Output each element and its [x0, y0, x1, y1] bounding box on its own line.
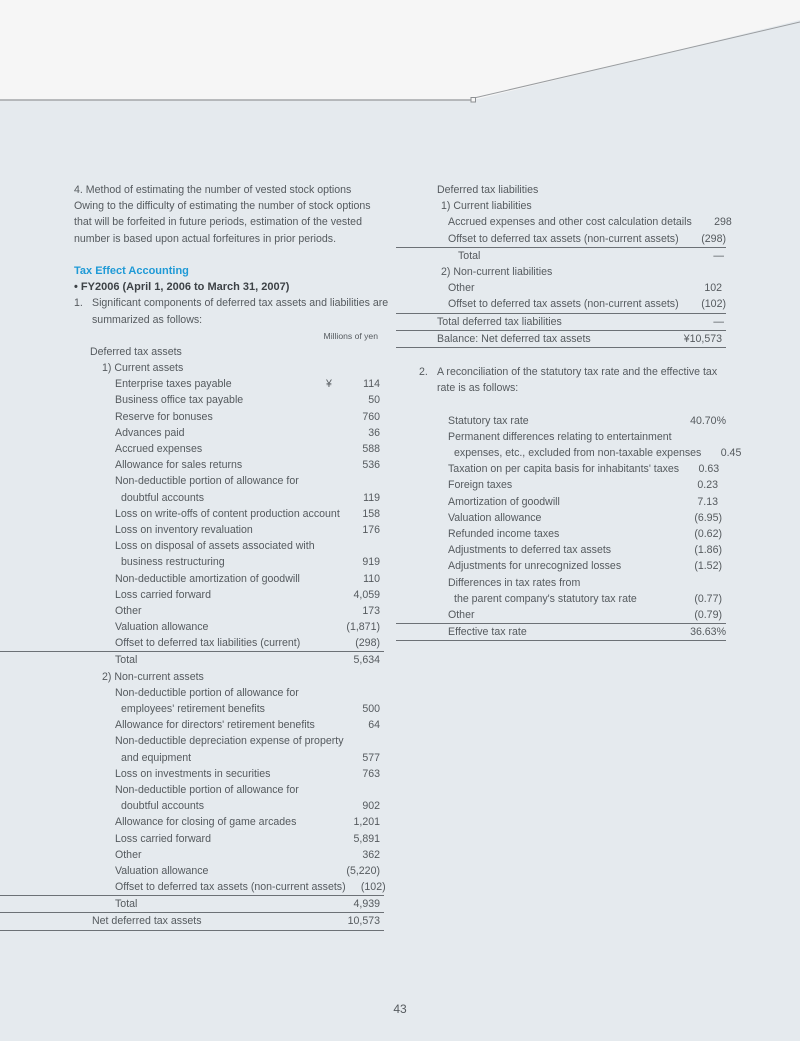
total-deferred-liabilities-row: Total deferred tax liabilities — [396, 314, 726, 331]
balance-net-deferred-row: Balance: Net deferred tax assets ¥10,573 [396, 331, 726, 348]
table-row: Valuation allowance (6.95) [448, 511, 722, 524]
note-4-title: 4. Method of estimating the number of vested stock options [74, 184, 352, 196]
section-heading: Tax Effect Accounting [74, 264, 189, 277]
table-row: Loss carried forward 4,059 [115, 588, 380, 601]
item-text: Significant components of deferred tax assets and liabilities are [92, 297, 389, 310]
table-row: Other 102 [448, 282, 722, 295]
table-row: Accrued expenses 588 [115, 443, 380, 455]
table-row: Amortization of goodwill 7.13 [448, 495, 718, 508]
yen-symbol: ¥ [326, 378, 332, 391]
table-row: Non-deductible portion of allowance for [115, 783, 299, 796]
note-4-block [74, 182, 380, 247]
item-1-intro-cont: summarized as follows: [92, 313, 203, 326]
table-row: Non-deductible depreciation expense of property [115, 735, 344, 748]
item-number: 2. [419, 366, 428, 379]
table-row: Loss on investments in securities 763 [115, 767, 380, 780]
table-row: Refunded income taxes (0.62) [448, 527, 722, 540]
table-row: Accrued expenses and other cost calculation details 298 [448, 216, 732, 229]
table-row: Allowance for closing of game arcades 1,201 [115, 816, 380, 829]
noncurrent-assets-total-row: Total 4,939 [0, 896, 384, 913]
effective-tax-rate-row: Effective tax rate 36.63% [396, 624, 726, 641]
table-row: Offset to deferred tax liabilities (current) (298) [0, 635, 384, 652]
table-row: Reserve for bonuses 760 [115, 410, 380, 423]
note-4-text: that will be forfeited in future periods, estimation of the vested [74, 216, 362, 229]
table-row: Other (0.79) [396, 607, 726, 624]
right-column [396, 182, 742, 641]
table-row: and equipment 577 [121, 751, 380, 764]
reconciliation-table [396, 413, 742, 642]
table-row: the parent company's statutory tax rate (0.77) [454, 592, 722, 605]
table-row: Statutory tax rate 40.70% [448, 414, 726, 427]
item-1-intro [74, 295, 389, 311]
note-4-text: number is based upon actual forfeitures in prior periods. [74, 232, 337, 245]
table-row: expenses, etc., excluded from non-taxable expenses 0.45 [454, 447, 742, 459]
item-number: 1. [74, 297, 83, 310]
table-row: Foreign taxes 0.23 [448, 479, 718, 492]
table-row: Adjustments for unrecognized losses (1.52) [448, 560, 722, 573]
deferred-liabilities-title: Deferred tax liabilities [437, 184, 539, 196]
noncurrent-assets-title: 2) Non-current assets [102, 670, 204, 683]
noncurrent-liabilities-title: 2) Non-current liabilities [441, 265, 553, 278]
table-row: Non-deductible portion of allowance for [115, 686, 299, 699]
table-row: Non-deductible portion of allowance for [115, 475, 299, 488]
table-row: doubtful accounts 119 [121, 491, 380, 504]
table-row: Loss on disposal of assets associated with [115, 540, 315, 553]
note-4-text: Owing to the difficulty of estimating the number of stock options [74, 200, 371, 213]
table-row: Enterprise taxes payable ¥ 114 [74, 376, 380, 392]
table-row: Differences in tax rates from [448, 576, 581, 589]
net-deferred-tax-assets-row: Net deferred tax assets 10,573 [0, 913, 384, 930]
table-row: Offset to deferred tax assets (non-current assets) (102) [396, 296, 726, 313]
table-row: business restructuring 919 [121, 556, 380, 569]
current-assets-table [74, 376, 380, 668]
current-liabilities-total-row: Total — [458, 249, 724, 262]
table-row: Loss on inventory revaluation 176 [115, 523, 380, 536]
table-row: Loss on write-offs of content production account 158 [115, 507, 380, 520]
table-row: Offset to deferred tax assets (non-current assets) (298) [396, 231, 726, 248]
table-row: Allowance for sales returns 536 [115, 459, 380, 472]
table-row: Other 362 [115, 848, 380, 861]
deferred-assets-title: Deferred tax assets [90, 345, 182, 358]
unit-label: Millions of yen [323, 330, 378, 341]
noncurrent-assets-table [74, 685, 386, 931]
current-liabilities-title: 1) Current liabilities [441, 200, 532, 213]
table-row: Offset to deferred tax assets (non-current assets) (102) [0, 879, 384, 896]
item-2-intro [396, 364, 726, 380]
table-row: employees' retirement benefits 500 [121, 703, 380, 715]
current-assets-title: 1) Current assets [102, 362, 184, 375]
page-number: 43 [393, 1002, 407, 1016]
table-row: Valuation allowance (5,220) [115, 864, 380, 877]
table-row: Taxation on per capita basis for inhabitants' taxes 0.63 [448, 463, 720, 476]
left-column [74, 182, 389, 931]
header-rule-decoration [0, 0, 800, 110]
table-row: Adjustments to deferred tax assets (1.86) [448, 544, 722, 557]
table-row: Business office tax payable 50 [115, 394, 380, 407]
table-row: Valuation allowance (1,871) [115, 621, 380, 634]
table-row: Allowance for directors' retirement benefits 64 [115, 719, 380, 732]
table-row: Loss carried forward 5,891 [115, 832, 380, 845]
table-row: Advances paid 36 [115, 426, 380, 439]
item-text: A reconciliation of the statutory tax rate and the effective tax [437, 366, 718, 379]
table-row: doubtful accounts 902 [121, 800, 380, 813]
table-row: Other 173 [115, 604, 380, 617]
fiscal-year-heading: • FY2006 (April 1, 2006 to March 31, 2007) [74, 281, 290, 294]
table-row: Permanent differences relating to entertainment [448, 430, 672, 443]
item-2-intro-cont: rate is as follows: [437, 382, 519, 395]
current-assets-total-row: Total 5,634 [115, 654, 380, 667]
table-row: Non-deductible amortization of goodwill 110 [115, 572, 380, 585]
